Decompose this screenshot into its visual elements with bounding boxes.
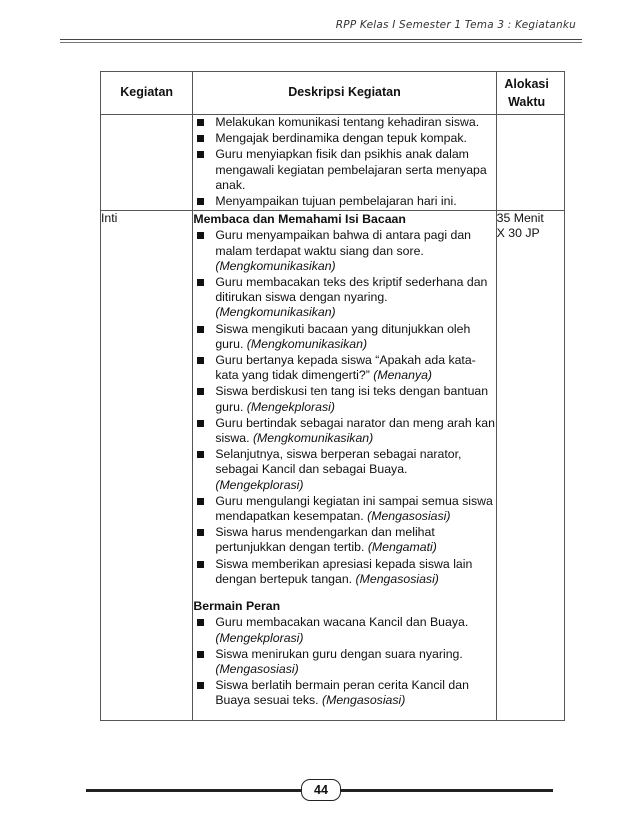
list-item: Guru bertindak sebagai narator dan meng arah kan siswa. (Mengkomunikasikan) [193,416,495,446]
cell-deskripsi-opening [193,115,496,211]
section-title-membaca: Membaca dan Memahami Isi Bacaan [193,212,406,227]
running-header: RPP Kelas I Semester 1 Tema 3 : Kegiatanku [335,19,576,31]
list-item: Guru menyampaikan bahwa di antara pagi dan malam terdapat waktu siang dan sore. (Mengkomunikasikan) [193,228,495,274]
col-header-kegiatan: Kegiatan [101,72,193,115]
list-item: Melakukan komunikasi tentang kehadiran siswa. [193,115,495,130]
list-item: Siswa berdiskusi ten tang isi teks dengan bantuan guru. (Mengekplorasi) [193,384,495,414]
cell-kegiatan-empty [101,115,193,211]
square-bullet-icon [197,682,204,689]
square-bullet-icon [197,388,204,395]
square-bullet-icon [197,357,204,364]
alokasi-jp: X 30 JP [496,226,540,241]
lesson-plan-table [100,71,565,721]
square-bullet-icon [197,198,204,205]
list-item: Siswa berlatih bermain peran cerita Kancil dan Buaya sesuai teks. (Mengasosiasi) [193,678,495,708]
list-item: Guru menyiapkan fisik dan psikhis anak dalam mengawali kegiatan pembelajaran serta menyapa anak. [193,147,495,193]
square-bullet-icon [197,151,204,158]
square-bullet-icon [197,119,204,126]
col-header-alokasi-line1: Alokasi [504,77,549,91]
cell-kegiatan-inti: Inti [101,211,193,720]
table-row-opening [101,115,565,211]
square-bullet-icon [197,420,204,427]
list-item: Mengajak berdinamika dengan tepuk kompak. [193,131,495,146]
section-title-bermain-peran: Bermain Peran [193,599,281,614]
col-header-alokasi-line2: Waktu [508,95,546,109]
square-bullet-icon [197,232,204,239]
square-bullet-icon [197,651,204,658]
list-item: Siswa memberikan apresiasi kepada siswa lain dengan bertepuk tangan. (Mengasosiasi) [193,557,495,587]
square-bullet-icon [197,279,204,286]
list-item: Guru membacakan teks des kriptif sederhana dan ditirukan siswa dengan nyaring. (Mengkomunikasikan) [193,275,495,321]
square-bullet-icon [197,326,204,333]
square-bullet-icon [197,451,204,458]
list-item: Selanjutnya, siswa berperan sebagai narator, sebagai Kancil dan sebagai Buaya. (Mengekplorasi) [193,447,495,493]
header-rule-thin [60,42,582,43]
page-number: 44 [301,779,341,801]
list-item: Guru mengulangi kegiatan ini sampai semua siswa mendapatkan kesempatan. (Mengasosiasi) [193,494,495,524]
cell-alokasi-empty [496,115,564,211]
square-bullet-icon [197,498,204,505]
footer-rule-right [341,789,553,792]
alokasi-menit: 35 Menit [496,211,544,226]
cell-alokasi-inti [496,211,564,720]
header-rule [60,39,582,40]
list-item: Siswa harus mendengarkan dan melihat pertunjukkan dengan tertib. (Mengamati) [193,525,495,555]
col-header-deskripsi: Deskripsi Kegiatan [193,72,496,115]
table-header-row [101,72,565,115]
square-bullet-icon [197,135,204,142]
square-bullet-icon [197,561,204,568]
square-bullet-icon [197,619,204,626]
list-item: Guru membacakan wacana Kancil dan Buaya. (Mengekplorasi) [193,615,495,645]
list-item: Siswa menirukan guru dengan suara nyaring. (Mengasosiasi) [193,647,495,677]
cell-deskripsi-inti [193,211,496,720]
list-item: Menyampaikan tujuan pembelajaran hari ini. [193,194,495,209]
footer-rule-left [86,789,302,792]
table-row-inti [101,211,565,720]
col-header-alokasi [496,72,564,115]
list-item: Guru bertanya kepada siswa “Apakah ada kata-kata yang tidak dimengerti?” (Menanya) [193,353,495,383]
square-bullet-icon [197,529,204,536]
list-item: Siswa mengikuti bacaan yang ditunjukkan oleh guru. (Mengkomunikasikan) [193,322,495,352]
